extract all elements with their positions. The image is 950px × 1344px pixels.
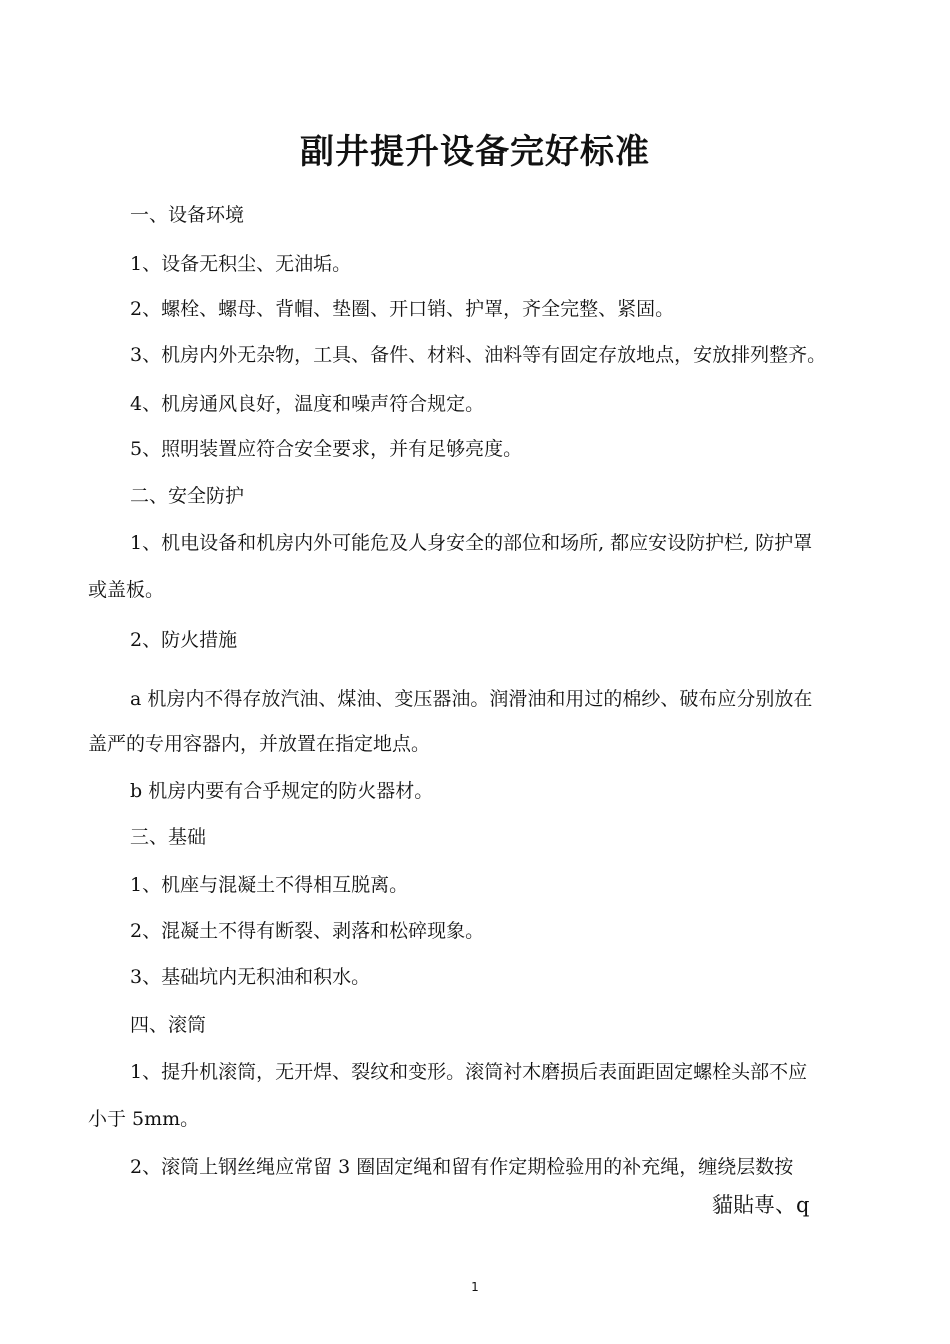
paragraph-line: 4、机房通风良好，温度和噪声符合规定。 — [130, 393, 485, 415]
paragraph-line: 2、螺栓、螺母、背帽、垫圈、开口销、护罩，齐全完整、紧固。 — [130, 298, 675, 320]
page-number: 1 — [471, 1280, 479, 1294]
paragraph-line: 2、混凝土不得有断裂、剥落和松碎现象。 — [130, 920, 485, 942]
paragraph-line: 5、照明装置应符合安全要求，并有足够亮度。 — [130, 438, 523, 460]
paragraph-line: 2、滚筒上钢丝绳应常留 3 圈固定绳和留有作定期检验用的补充绳，缠绕层数按 — [130, 1156, 794, 1178]
section-heading-drum: 四、滚筒 — [130, 1014, 207, 1036]
document-title: 副井提升设备完好标准 — [300, 132, 650, 172]
paragraph-line: 3、基础坑内无积油和积水。 — [130, 966, 371, 988]
paragraph-line: 1、机座与混凝土不得相互脱离。 — [130, 874, 409, 896]
paragraph-line: 1、机电设备和机房内外可能危及人身安全的部位和场所, 都应安设防护栏, 防护罩 — [130, 532, 813, 554]
paragraph-line: 盖严的专用容器内，并放置在指定地点。 — [88, 733, 431, 755]
section-heading-safety: 二、安全防护 — [130, 485, 245, 507]
section-heading-environment: 一、设备环境 — [130, 204, 245, 226]
paragraph-line: 或盖板。 — [88, 579, 165, 601]
paragraph-line: 3、机房内外无杂物，工具、备件、材料、油料等有固定存放地点，安放排列整齐。 — [130, 344, 827, 366]
paragraph-line: 小于 5mm。 — [88, 1108, 200, 1130]
section-heading-foundation: 三、基础 — [130, 826, 207, 848]
paragraph-line: a 机房内不得存放汽油、煤油、变压器油。润滑油和用过的棉纱、破布应分别放在 — [130, 688, 813, 710]
paragraph-line: 2、防火措施 — [130, 629, 238, 651]
paragraph-line: 1、提升机滚筒，无开焊、裂纹和变形。滚筒衬木磨损后表面距固定螺栓头部不应 — [130, 1061, 808, 1083]
paragraph-line: b 机房内要有合乎规定的防火器材。 — [130, 780, 434, 802]
paragraph-line: 1、设备无积尘、无油垢。 — [130, 253, 352, 275]
margin-note: 貓貼専、q — [712, 1193, 810, 1217]
